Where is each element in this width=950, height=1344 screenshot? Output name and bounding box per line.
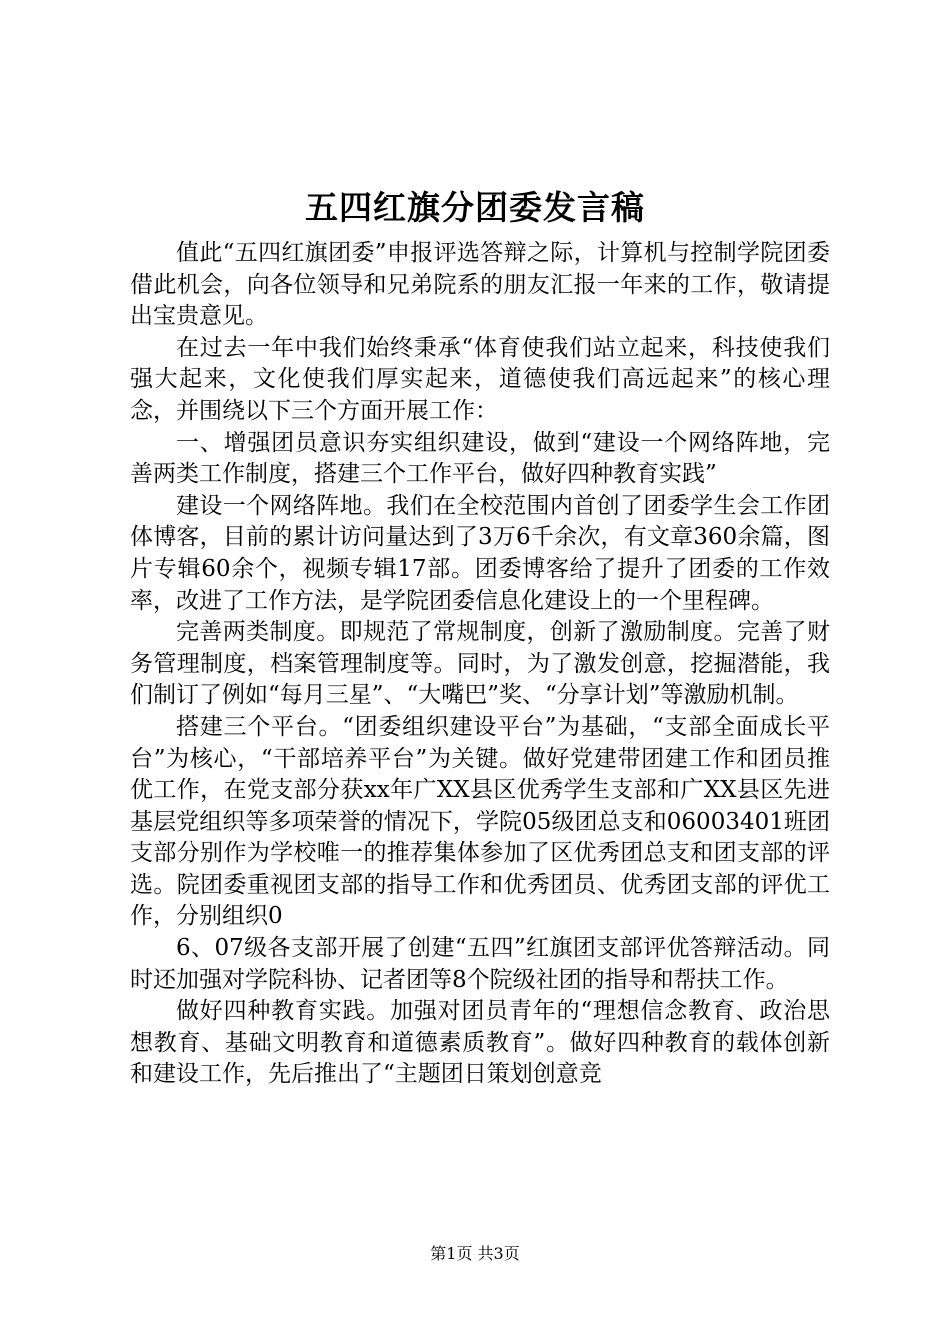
paragraph-network-platform: 建设一个网络阵地。我们在全校范围内首创了团委学生会工作团体博客，目前的累计访问量达到了3万6千余次，有文章360余篇，图片专辑60余个，视频专辑17部。团委博客给了提升了团委的工作效率，改进了工作方法，是学院团委信息化建设上的一个里程碑。	[130, 492, 830, 614]
paragraph-branch-activities: 6、07级各支部开展了创建“五四”红旗团支部评优答辩活动。同时还加强对学院科协、记者团等8个院级社团的指导和帮扶工作。	[130, 935, 830, 993]
document-title: 五四红旗分团委发言稿	[305, 188, 645, 227]
document-body	[130, 238, 830, 1091]
paragraph-section-one: 一、增强团员意识夯实组织建设，做到“建设一个网络阵地，完善两类工作制度，搭建三个工作平台，做好四种教育实践”	[130, 429, 830, 488]
paragraph-core-concept: 在过去一年中我们始终秉承“体育使我们站立起来，科技使我们强大起来，文化使我们厚实起来，道德使我们高远起来”的核心理念，并围绕以下三个方面开展工作：	[130, 334, 830, 424]
paragraph-four-education: 做好四种教育实践。加强对团员青年的“理想信念教育、政治思想教育、基础文明教育和道德素质教育”。做好四种教育的载体创新和建设工作，先后推出了“主题团日策划创意竞	[130, 998, 830, 1088]
paragraph-intro: 值此“五四红旗团委”申报评选答辩之际，计算机与控制学院团委借此机会，向各位领导和兄弟院系的朋友汇报一年来的工作，敬请提出宝贵意见。	[130, 240, 830, 330]
page-footer: 第1页 共3页	[430, 1244, 520, 1263]
paragraph-three-platforms: 搭建三个平台。“团委组织建设平台”为基础，“支部全面成长平台”为核心，“干部培养平台”为关键。做好党建带团建工作和团员推优工作，在党支部分获xx年广XX县区优秀学生支部和广XX县区先进基层党组织等多项荣誉的情况下，学院05级团总支和06003401班团支部分别作为学校唯一的推荐集体参加了区优秀团总支和团支部的评选。院团委重视团支部的指导工作和优秀团员、优秀团支部的评优工作，分别组织0	[130, 713, 830, 930]
paragraph-two-systems: 完善两类制度。即规范了常规制度，创新了激励制度。完善了财务管理制度，档案管理制度等。同时，为了激发创意，挖掘潜能，我们制订了例如“每月三星”、“大嘴巴”奖、“分享计划”等激励机制。	[130, 619, 830, 709]
